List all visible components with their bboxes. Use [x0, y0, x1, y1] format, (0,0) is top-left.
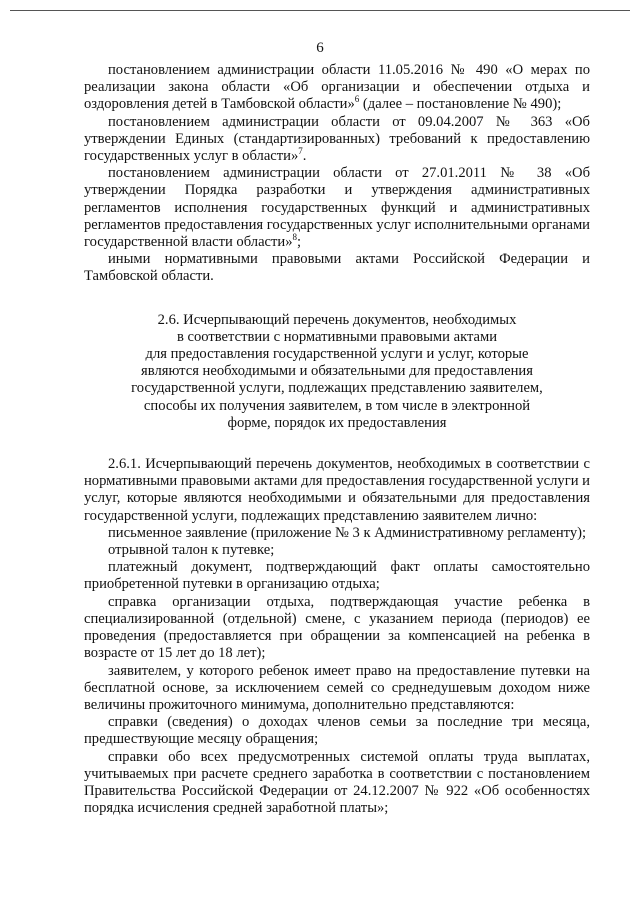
section-heading: [84, 312, 590, 432]
paragraph-decree-363: постановлением администрации области от 09.04.2007 № 363 «Об утверждении Единых (стандартизированных) требований к предоставлению государственных услуг в области»$^7$.: [84, 113, 590, 165]
heading-line: форме, порядок их предоставления: [227, 414, 447, 431]
paragraph-2-6-1: 2.6.1. Исчерпывающий перечень документов, необходимых в соответствии с нормативными правовыми актами для предоставления государственной услуги и услуг, которые являются необходимыми и обязательными для предоставления государственной услуги, подлежащих представлению заявителем лично:: [84, 456, 590, 524]
top-rule: [10, 10, 630, 11]
document-body: [84, 62, 590, 817]
heading-line: являются необходимыми и обязательными для предоставления: [141, 363, 533, 380]
heading-line: государственной услуги, подлежащих представлению заявителем,: [131, 380, 543, 397]
page-number: 6: [316, 40, 324, 56]
heading-line: способы их получения заявителем, в том числе в электронной: [143, 397, 531, 414]
list-item: платежный документ, подтверждающий факт оплаты самостоятельно приобретенной путевки в организацию отдыха;: [84, 559, 590, 593]
paragraph-decree-490: постановлением администрации области 11.05.2016 № 490 «О мерах по реализации закона области «Об организации и обеспечении отдыха и оздоровления детей в Тамбовской области»$^6$ (далее – постановление № 490);: [84, 62, 590, 113]
paragraph-other-acts: иными нормативными правовыми актами Российской Федерации и Тамбовской области.: [84, 251, 590, 285]
list-item: справка организации отдыха, подтверждающая участие ребенка в специализированной (отдельной) смене, с указанием периода (периодов) ее проведения (предоставляется при обращении за компенсацией на ребенка в возрасте от 15 лет до 18 лет);: [84, 593, 590, 662]
heading-line: 2.6. Исчерпывающий перечень документов, необходимых: [157, 311, 517, 328]
paragraph-decree-38: постановлением администрации области от 27.01.2011 № 38 «Об утверждении Порядка разработки и утверждения административных регламентов исполнения государственных функций и административных регламентов предоставления государственных услуг исполнительными органами государственной власти области»$^8$;: [84, 165, 590, 251]
list-item: отрывной талон к путевке;: [108, 542, 275, 559]
list-item: справки (сведения) о доходах членов семьи за последние три месяца, предшествующие месяцу обращения;: [84, 714, 590, 748]
list-item: письменное заявление (приложение № 3 к Административному регламенту);: [108, 524, 587, 541]
heading-line: для предоставления государственной услуги и услуг, которые: [145, 346, 529, 363]
list-item: справки обо всех предусмотренных системой оплаты труда выплатах, учитываемых при расчете среднего заработка в соответствии с постановлением Правительства Российской Федерации от 24.12.2007 № 922 «Об особенностях порядка исчисления средней заработной платы»;: [84, 748, 590, 817]
heading-line: в соответствии с нормативными правовыми актами: [176, 328, 498, 345]
list-item: заявителем, у которого ребенок имеет право на предоставление путевки на бесплатной основе, за исключением семей со среднедушевым доходом ниже величины прожиточного минимума, дополнительно представляются:: [84, 662, 590, 713]
